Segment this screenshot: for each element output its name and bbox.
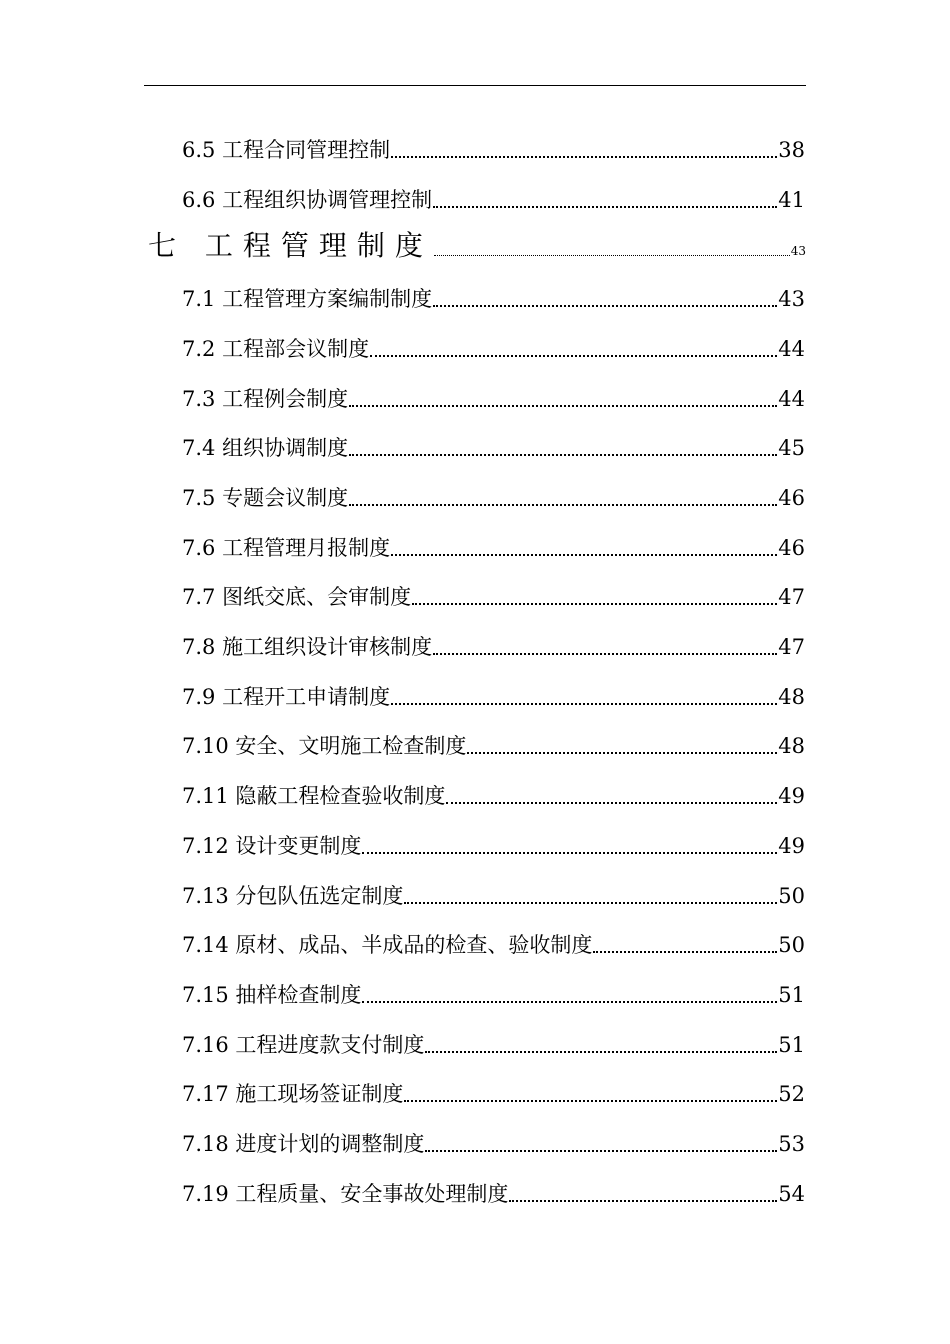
dot-leader — [412, 582, 777, 612]
toc-entry-page: 49 — [778, 784, 805, 808]
toc-entry-page: 50 — [778, 933, 805, 957]
toc-entry-page: 46 — [778, 536, 805, 560]
toc-entry-page: 54 — [778, 1182, 805, 1206]
dot-leader — [391, 533, 777, 563]
toc-entry-page: 48 — [778, 685, 805, 709]
toc-entry-label: 7.2 工程部会议制度 — [182, 337, 370, 361]
dot-leader — [362, 831, 777, 861]
dot-leader — [362, 980, 777, 1010]
toc-entry-label: 7.15 抽样检查制度 — [182, 983, 362, 1007]
toc-entry-7-19[interactable] — [182, 1179, 805, 1209]
toc-entry-page: 44 — [778, 337, 805, 361]
toc-entry-label: 7.8 施工组织设计审核制度 — [182, 635, 433, 659]
toc-chapter-7[interactable] — [148, 226, 806, 266]
dot-leader — [349, 483, 777, 513]
toc-entry-label: 7.18 进度计划的调整制度 — [182, 1132, 425, 1156]
dot-leader — [425, 1030, 777, 1060]
toc-entry-label: 7.16 工程进度款支付制度 — [182, 1033, 425, 1057]
dot-leader — [391, 135, 777, 165]
toc-entry-7-11[interactable] — [182, 781, 805, 811]
dot-leader — [593, 930, 777, 960]
toc-chapter-page: 43 — [790, 244, 806, 258]
toc-entry-label: 7.11 隐蔽工程检查验收制度 — [182, 784, 446, 808]
toc-entry-label: 7.13 分包队伍选定制度 — [182, 884, 404, 908]
toc-entry-7-9[interactable] — [182, 682, 805, 712]
toc-entry-page: 38 — [778, 138, 805, 162]
dot-leader — [446, 781, 777, 811]
toc-entry-7-4[interactable] — [182, 433, 805, 463]
toc-entry-7-8[interactable] — [182, 632, 805, 662]
toc-entry-7-6[interactable] — [182, 533, 805, 563]
toc-entry-label: 7.4 组织协调制度 — [182, 436, 349, 460]
toc-entry-page: 48 — [778, 734, 805, 758]
toc-entry-label: 6.6 工程组织协调管理控制 — [182, 188, 433, 212]
toc-entry-7-13[interactable] — [182, 881, 805, 911]
toc-entry-page: 53 — [778, 1132, 805, 1156]
toc-entry-7-1[interactable] — [182, 284, 805, 314]
toc-entry-label: 7.7 图纸交底、会审制度 — [182, 585, 412, 609]
dot-leader — [509, 1179, 777, 1209]
toc-entry-7-18[interactable] — [182, 1129, 805, 1159]
dot-leader — [467, 731, 777, 761]
toc-entry-6-5[interactable] — [182, 135, 805, 165]
dot-leader — [349, 384, 777, 414]
toc-entry-page: 51 — [778, 1033, 805, 1057]
toc-entry-page: 46 — [778, 486, 805, 510]
toc-entry-label: 7.9 工程开工申请制度 — [182, 685, 391, 709]
toc-entry-page: 49 — [778, 834, 805, 858]
header-rule — [144, 85, 806, 86]
toc-entry-page: 51 — [778, 983, 805, 1007]
toc-entry-page: 50 — [778, 884, 805, 908]
toc-entry-7-7[interactable] — [182, 582, 805, 612]
dot-leader — [433, 185, 777, 215]
toc-entry-page: 52 — [778, 1082, 805, 1106]
toc-entry-7-17[interactable] — [182, 1079, 805, 1109]
toc-entry-label: 6.5 工程合同管理控制 — [182, 138, 391, 162]
dot-leader — [425, 1129, 777, 1159]
dot-leader — [391, 682, 777, 712]
toc-entry-label: 7.5 专题会议制度 — [182, 486, 349, 510]
toc-entry-page: 41 — [778, 188, 805, 212]
toc-entry-page: 44 — [778, 387, 805, 411]
toc-entry-page: 47 — [778, 635, 805, 659]
dot-leader — [404, 881, 777, 911]
toc-entry-label: 7.10 安全、文明施工检查制度 — [182, 734, 467, 758]
toc-entry-7-12[interactable] — [182, 831, 805, 861]
toc-entry-label: 7.14 原材、成品、半成品的检查、验收制度 — [182, 933, 593, 957]
toc-entry-7-14[interactable] — [182, 930, 805, 960]
dot-leader — [433, 284, 777, 314]
toc-entry-page: 43 — [778, 287, 805, 311]
dot-leader — [404, 1079, 777, 1109]
toc-entry-7-2[interactable] — [182, 334, 805, 364]
toc-entry-7-16[interactable] — [182, 1030, 805, 1060]
toc-entry-6-6[interactable] — [182, 185, 805, 215]
toc-chapter-label: 七 工程管理制度 — [148, 229, 433, 262]
toc-entry-label: 7.17 施工现场签证制度 — [182, 1082, 404, 1106]
toc-entry-7-5[interactable] — [182, 483, 805, 513]
dot-leader — [433, 632, 777, 662]
toc-entry-page: 47 — [778, 585, 805, 609]
dot-leader — [370, 334, 777, 364]
toc-entry-label: 7.12 设计变更制度 — [182, 834, 362, 858]
toc-entry-7-15[interactable] — [182, 980, 805, 1010]
dot-leader — [434, 226, 790, 266]
toc-entry-page: 45 — [778, 436, 805, 460]
toc-entry-label: 7.3 工程例会制度 — [182, 387, 349, 411]
toc-entry-7-10[interactable] — [182, 731, 805, 761]
dot-leader — [349, 433, 777, 463]
toc-entry-7-3[interactable] — [182, 384, 805, 414]
toc-entry-label: 7.19 工程质量、安全事故处理制度 — [182, 1182, 509, 1206]
toc-entry-label: 7.6 工程管理月报制度 — [182, 536, 391, 560]
toc-entry-label: 7.1 工程管理方案编制制度 — [182, 287, 433, 311]
